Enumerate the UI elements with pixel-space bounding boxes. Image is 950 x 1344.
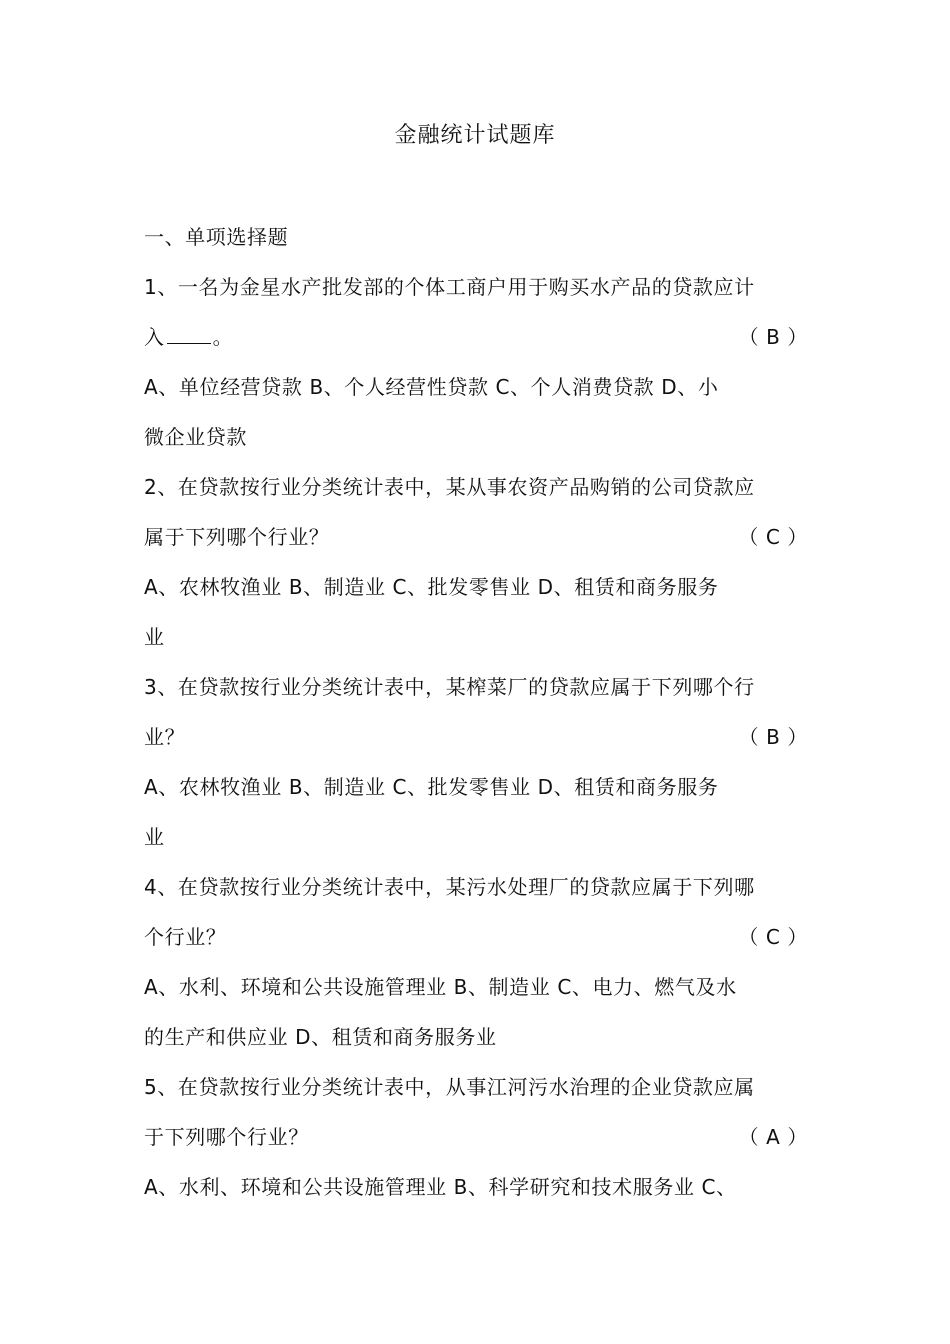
question-3-stem-end (144, 712, 812, 762)
question-3-options: A、农林牧渔业 B、制造业 C、批发零售业 D、租赁和商务服务 (144, 775, 719, 799)
question-2-options-cont: 业 (144, 625, 165, 649)
question-5-stem-end (144, 1112, 812, 1162)
question-4-options: A、水利、环境和公共设施管理业 B、制造业 C、电力、燃气及水 (144, 975, 737, 999)
question-4-options-cont: 的生产和供应业 D、租赁和商务服务业 (144, 1025, 497, 1049)
question-list (144, 212, 812, 1212)
question-5-text-cont: 于下列哪个行业？ (144, 1125, 309, 1149)
question-4-text: 4、在贷款按行业分类统计表中，某污水处理厂的贷款应属于下列哪 (144, 875, 755, 899)
question-2-text-cont: 属于下列哪个行业？ (144, 525, 330, 549)
answer-blank (167, 327, 211, 344)
question-2-options: A、农林牧渔业 B、制造业 C、批发零售业 D、租赁和商务服务 (144, 575, 719, 599)
question-1-stem-end (144, 312, 812, 362)
question-1-text: 1、一名为金星水产批发部的个体工商户用于购买水产品的贷款应计 (144, 275, 755, 299)
page-title: 金融统计试题库 (394, 123, 556, 148)
question-3-options-cont: 业 (144, 825, 165, 849)
question-2-text: 2、在贷款按行业分类统计表中，某从事农资产品购销的公司贷款应 (144, 475, 755, 499)
question-4-stem-end (144, 912, 812, 962)
question-3-text: 3、在贷款按行业分类统计表中，某榨菜厂的贷款应属于下列哪个行 (144, 675, 755, 699)
question-1-options-cont: 微企业贷款 (144, 425, 247, 449)
question-1-options: A、单位经营贷款 B、个人经营性贷款 C、个人消费贷款 D、小 (144, 375, 719, 399)
question-1-blank-line: 入 。 (144, 325, 234, 349)
question-5-text: 5、在贷款按行业分类统计表中，从事江河污水治理的企业贷款应属 (144, 1075, 755, 1099)
question-5-options: A、水利、环境和公共设施管理业 B、科学研究和技术服务业 C、 (144, 1175, 737, 1199)
section-heading: 一、单项选择题 (144, 225, 289, 249)
question-2-answer: （ C ） (738, 525, 808, 549)
question-5-answer: （ A ） (738, 1125, 808, 1149)
question-3-text-cont: 业？ (144, 725, 186, 749)
question-3-answer: （ B ） (738, 725, 808, 749)
question-4-text-cont: 个行业？ (144, 925, 227, 949)
question-4-answer: （ C ） (738, 925, 808, 949)
question-1-answer: （ B ） (738, 325, 808, 349)
question-2-stem-end (144, 512, 812, 562)
